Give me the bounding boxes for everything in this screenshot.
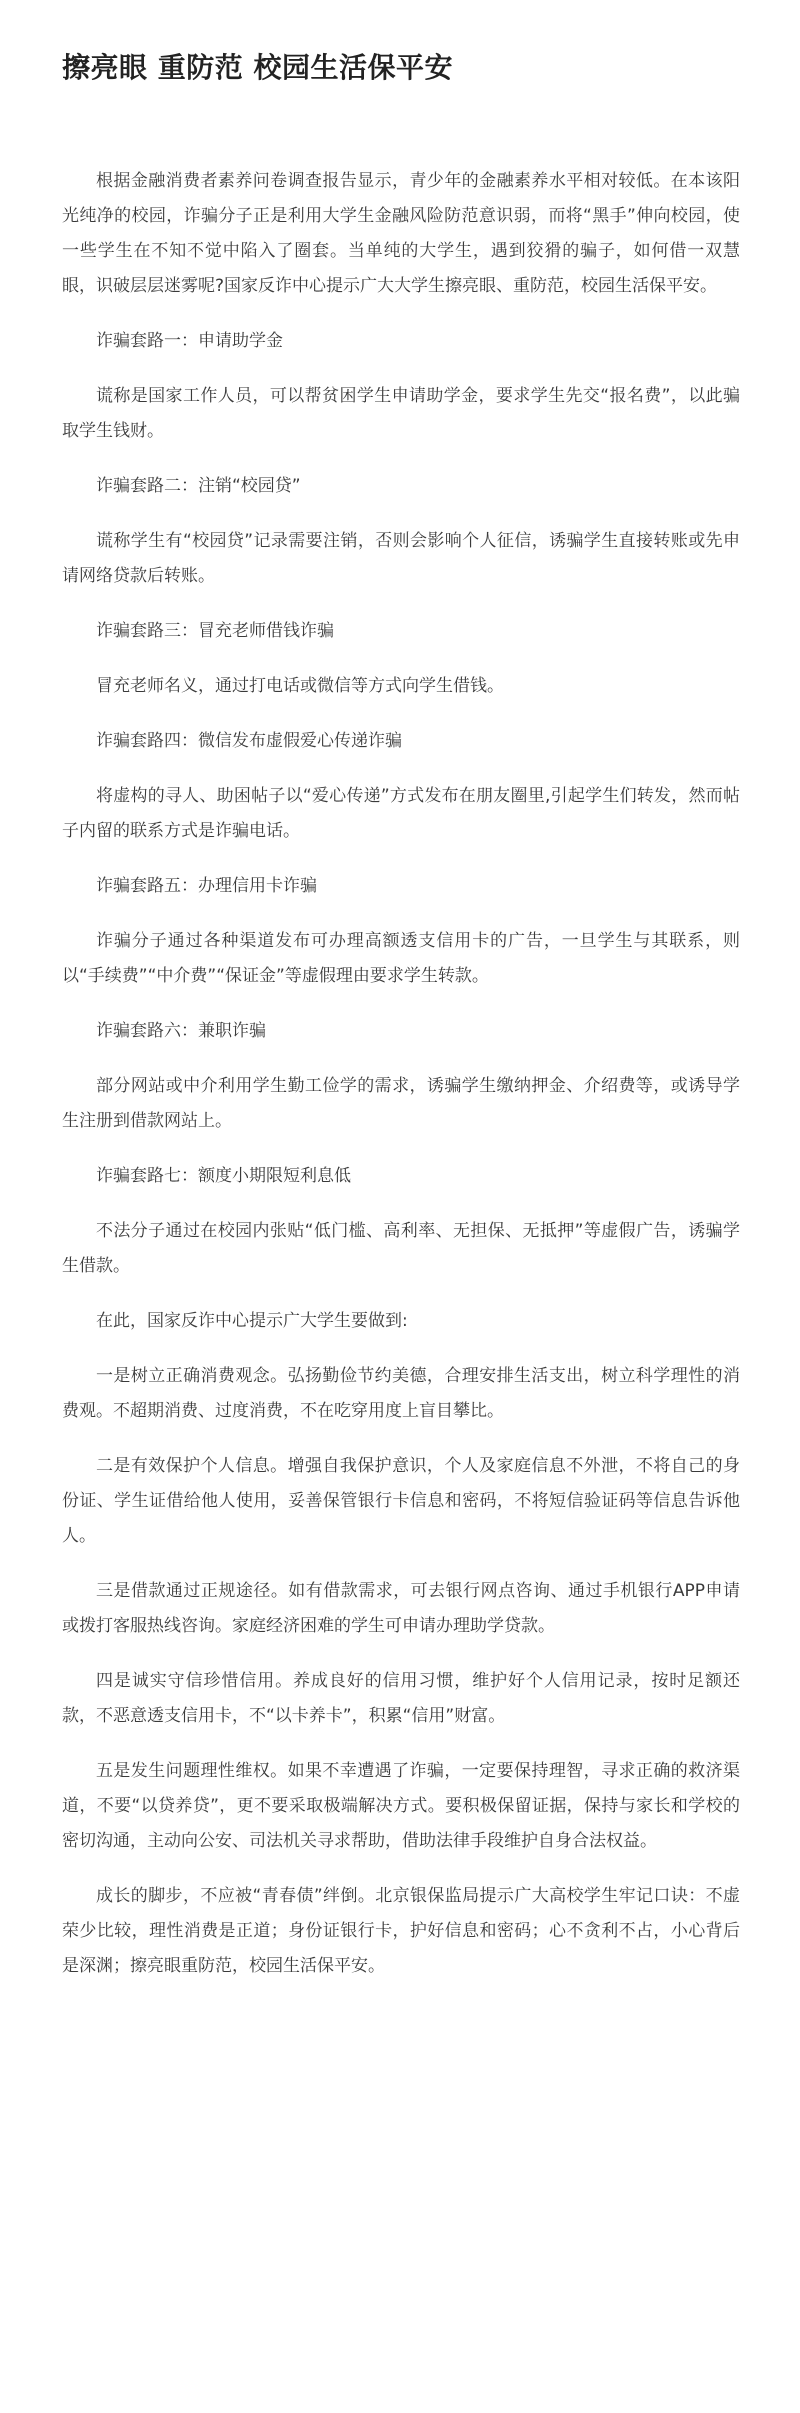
article-paragraph: 部分网站或中介利用学生勤工俭学的需求，诱骗学生缴纳押金、介绍费等，或诱导学生注册到借款网站上。 (62, 1076, 740, 1131)
article-paragraph: 冒充老师名义，通过打电话或微信等方式向学生借钱。 (96, 676, 504, 696)
article-paragraph: 谎称是国家工作人员，可以帮贫困学生申请助学金，要求学生先交“报名费”，以此骗取学生钱财。 (62, 386, 740, 441)
advice-intro: 在此，国家反诈中心提示广大学生要做到: (96, 1311, 408, 1331)
scam-type-heading-6: 诈骗套路六：兼职诈骗 (96, 1021, 266, 1041)
article-paragraph: 诈骗分子通过各种渠道发布可办理高额透支信用卡的广告，一旦学生与其联系，则以“手续费”“中介费”“保证金”等虚假理由要求学生转款。 (62, 931, 740, 986)
article-paragraph: 不法分子通过在校园内张贴“低门槛、高利率、无担保、无抵押”等虚假广告，诱骗学生借款。 (62, 1221, 740, 1276)
article-body (62, 164, 740, 1984)
article-title: 擦亮眼 重防范 校园生活保平安 (62, 51, 453, 84)
scam-type-heading-7: 诈骗套路七：额度小期限短利息低 (96, 1166, 351, 1186)
article-paragraph: 谎称学生有“校园贷”记录需要注销，否则会影响个人征信，诱骗学生直接转账或先申请网络贷款后转账。 (62, 531, 740, 586)
article-paragraph: 将虚构的寻人、助困帖子以“爱心传递”方式发布在朋友圈里,引起学生们转发，然而帖子内留的联系方式是诈骗电话。 (62, 786, 740, 841)
scam-type-heading-5: 诈骗套路五：办理信用卡诈骗 (96, 876, 317, 896)
advice-paragraph-2: 二是有效保护个人信息。增强自我保护意识，个人及家庭信息不外泄，不将自己的身份证、学生证借给他人使用，妥善保管银行卡信息和密码，不将短信验证码等信息告诉他人。 (62, 1456, 740, 1546)
advice-paragraph-4: 四是诚实守信珍惜信用。养成良好的信用习惯，维护好个人信用记录，按时足额还款，不恶意透支信用卡，不“以卡养卡”，积累“信用”财富。 (62, 1671, 740, 1726)
advice-paragraph-5: 五是发生问题理性维权。如果不幸遭遇了诈骗，一定要保持理智，寻求正确的救济渠道，不要“以贷养贷”，更不要采取极端解决方式。要积极保留证据，保持与家长和学校的密切沟通，主动向公安、司法机关寻求帮助，借助法律手段维护自身合法权益。 (62, 1761, 740, 1851)
scam-type-heading-3: 诈骗套路三：冒充老师借钱诈骗 (96, 621, 334, 641)
scam-type-heading-4: 诈骗套路四：微信发布虚假爱心传递诈骗 (96, 731, 402, 751)
scam-type-heading-1: 诈骗套路一：申请助学金 (96, 331, 283, 351)
advice-paragraph-1: 一是树立正确消费观念。弘扬勤俭节约美德，合理安排生活支出，树立科学理性的消费观。不超期消费、过度消费，不在吃穿用度上盲目攀比。 (62, 1366, 740, 1421)
article-paragraph: 根据金融消费者素养问卷调查报告显示，青少年的金融素养水平相对较低。在本该阳光纯净的校园，诈骗分子正是利用大学生金融风险防范意识弱，而将“黑手”伸向校园，使一些学生在不知不觉中陷入了圈套。当单纯的大学生，遇到狡猾的骗子，如何借一双慧眼，识破层层迷雾呢?国家反诈中心提示广大大学生擦亮眼、重防范，校园生活保平安。 (62, 171, 740, 296)
advice-paragraph-3: 三是借款通过正规途径。如有借款需求，可去银行网点咨询、通过手机银行APP申请或拨打客服热线咨询。家庭经济困难的学生可申请办理助学贷款。 (62, 1581, 740, 1636)
scam-type-heading-2: 诈骗套路二：注销“校园贷” (96, 476, 301, 496)
closing-paragraph: 成长的脚步，不应被“青春债”绊倒。北京银保监局提示广大高校学生牢记口诀：不虚荣少比较，理性消费是正道；身份证银行卡，护好信息和密码；心不贪利不占，小心背后是深渊；擦亮眼重防范，校园生活保平安。 (62, 1886, 740, 1976)
